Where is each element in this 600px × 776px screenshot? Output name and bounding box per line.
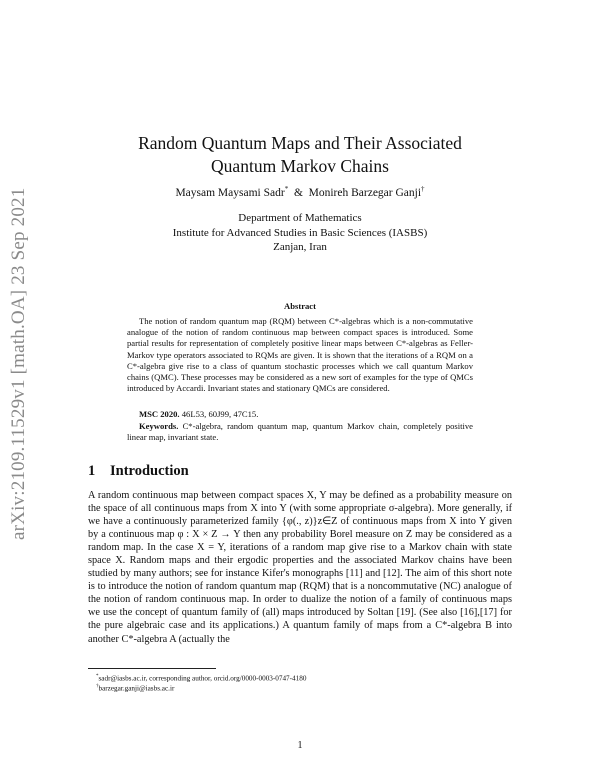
page-number: 1 bbox=[297, 740, 303, 751]
section-title: Introduction bbox=[110, 463, 189, 479]
footnote-1-mark: * bbox=[96, 674, 99, 679]
affiliation-line-2: Institute for Advanced Studies in Basic Sciences (IASBS) bbox=[172, 226, 428, 239]
author-2-mark: † bbox=[421, 185, 425, 193]
title-line-2: Quantum Markov Chains bbox=[211, 156, 389, 176]
paper-title bbox=[100, 132, 500, 178]
abstract-heading: Abstract bbox=[284, 301, 316, 311]
affiliation-line-3: Zanjan, Iran bbox=[273, 241, 327, 253]
footnote-2-text: barzegar.ganji@iasbs.ac.ir bbox=[98, 684, 175, 693]
msc-line bbox=[127, 409, 473, 420]
keywords-line bbox=[127, 421, 473, 443]
intro-paragraph: A random continuous map between compact spaces X, Y may be defined as a probability measure on the space of all continuous maps from X into Y (with some appropriate σ-algebra). More generally, if we have a continuously parameterized family {φ(., z)}z∈Z of continuous maps from X into Y given by a continuous map φ : X × Z → Y then any probability Borel measure on Z may be considered as a random map. In the case X = Y, iterations of a random map give rise to a Markov chain with state space X. Random maps and their ergodic properties and the associated Markov chains have been studied by many authors; see for instance Kifer's monographs [11] and [12]. The aim of this short note is to introduce the notion of random quantum map (RQM) that is a noncommutative (NC) analogue of the notion of random continuous map. In order to dualize the notion of a family of continuous maps we use the concept of quantum family of (all) maps introduced by Soltan [19]. (See also [16],[17] for the pure algebraic case and its applications.) A quantum family of maps from a C*-algebra B into another C*-algebra A (actually the bbox=[88, 490, 512, 645]
affiliation-line-1: Department of Mathematics bbox=[238, 212, 362, 224]
author-2: Monireh Barzegar Ganji bbox=[308, 186, 422, 199]
author-1-mark: * bbox=[284, 185, 289, 193]
section-number: 1 bbox=[88, 463, 96, 479]
affiliation bbox=[100, 211, 500, 255]
footnote-2 bbox=[96, 682, 174, 693]
keywords-value: C*-algebra, random quantum map, quantum Markov chain, completely positive linear map, invariant state. bbox=[127, 421, 474, 443]
msc-value: 46L53, 60J99, 47C15. bbox=[181, 409, 259, 419]
footnote-2-mark: † bbox=[96, 684, 99, 689]
msc-label: MSC 2020. bbox=[139, 409, 180, 419]
arxiv-stamp-text: arXiv:2109.11529v1 [math.OA] 23 Sep 2021 bbox=[8, 187, 29, 540]
author-separator: & bbox=[293, 186, 303, 199]
abstract-text: The notion of random quantum map (RQM) between C*-algebras which is a non-commutative analogue of the notion of random continuous map between compact spaces is introduced. Some partial results for representation of completely positive linear maps between C*-algebras as Feller-Markov type operators associated to RQMs are given. It is shown that the iterations of a RQM on a C*-algebra give rise to a class of quantum stochastic processes which we call quantum Markov chains (QMC). These processes may be considered as a new sort of examples for the type of QMCs introduced by Accardi. Invariant states and stationary QMCs are considered. bbox=[127, 316, 473, 394]
title-line-1: Random Quantum Maps and Their Associated bbox=[138, 133, 462, 153]
section-heading bbox=[88, 463, 189, 480]
footnote-rule bbox=[88, 668, 216, 669]
footnote-1-text: sadr@iasbs.ac.ir, corresponding author, orcid.org/0000-0003-0747-4180 bbox=[98, 674, 307, 683]
authors bbox=[100, 185, 500, 199]
author-1: Maysam Maysami Sadr bbox=[175, 186, 285, 199]
keywords-label: Keywords. bbox=[139, 421, 179, 431]
